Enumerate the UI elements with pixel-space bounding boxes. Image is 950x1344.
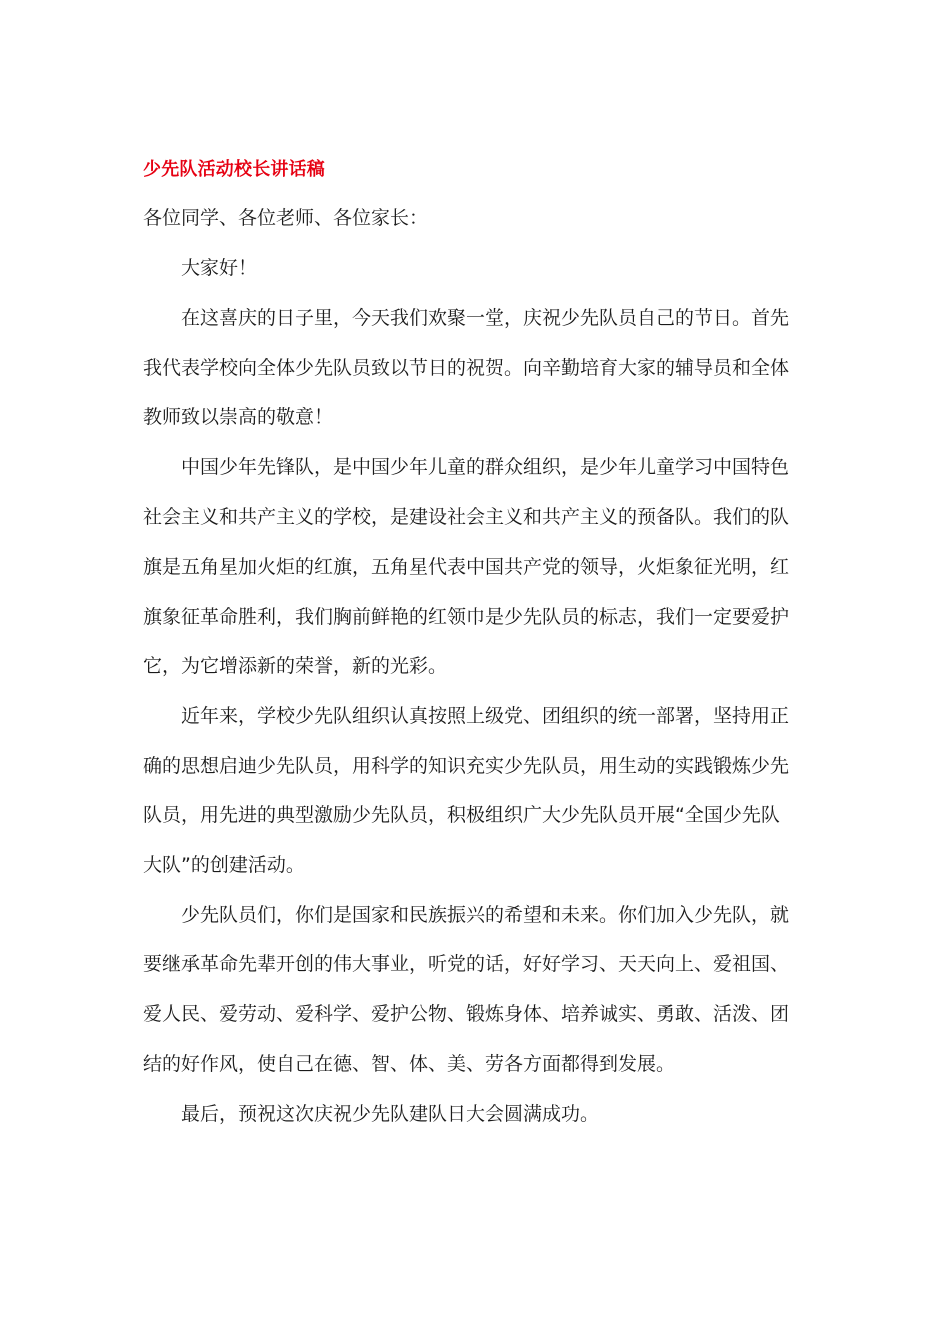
paragraph-4-line-3: 爱人民、爱劳动、爱科学、爱护公物、锻炼身体、培养诚实、勇敢、活泼、团 bbox=[143, 1003, 790, 1025]
paragraph-2-line-4: 旗象征革命胜利，我们胸前鲜艳的红领巾是少先队员的标志，我们一定要爱护 bbox=[143, 606, 790, 628]
paragraph-3-line-3: 队员，用先进的典型激励少先队员，积极组织广大少先队员开展“全国少先队 bbox=[143, 804, 780, 826]
paragraph-4-line-4: 结的好作风，使自己在德、智、体、美、劳各方面都得到发展。 bbox=[143, 1053, 676, 1075]
salutation: 各位同学、各位老师、各位家长： bbox=[143, 207, 429, 229]
paragraph-3-line-1: 近年来，学校少先队组织认真按照上级党、团组织的统一部署，坚持用正 bbox=[181, 705, 790, 727]
paragraph-2-line-2: 社会主义和共产主义的学校，是建设社会主义和共产主义的预备队。我们的队 bbox=[143, 506, 790, 528]
paragraph-4-line-1: 少先队员们，你们是国家和民族振兴的希望和未来。你们加入少先队，就 bbox=[181, 904, 790, 926]
paragraph-3-line-4: 大队”的创建活动。 bbox=[143, 854, 305, 876]
paragraph-2-line-3: 旗是五角星加火炬的红旗，五角星代表中国共产党的领导，火炬象征光明，红 bbox=[143, 556, 790, 578]
paragraph-4-line-2: 要继承革命先辈开创的伟大事业，听党的话，好好学习、天天向上、爱祖国、 bbox=[143, 953, 790, 975]
document-title: 少先队活动校长讲话稿 bbox=[143, 159, 325, 180]
paragraph-2-line-1: 中国少年先锋队，是中国少年儿童的群众组织，是少年儿童学习中国特色 bbox=[181, 456, 790, 478]
paragraph-1-line-3: 教师致以崇高的敬意！ bbox=[143, 406, 334, 428]
paragraph-2-line-5: 它，为它增添新的荣誉，新的光彩。 bbox=[143, 655, 448, 677]
greeting: 大家好！ bbox=[181, 257, 258, 279]
paragraph-1-line-2: 我代表学校向全体少先队员致以节日的祝贺。向辛勤培育大家的辅导员和全体 bbox=[143, 357, 790, 379]
paragraph-1-line-1: 在这喜庆的日子里，今天我们欢聚一堂，庆祝少先队员自己的节日。首先 bbox=[181, 307, 790, 329]
paragraph-3-line-2: 确的思想启迪少先队员，用科学的知识充实少先队员，用生动的实践锻炼少先 bbox=[143, 755, 790, 777]
closing-line: 最后，预祝这次庆祝少先队建队日大会圆满成功。 bbox=[181, 1103, 600, 1125]
